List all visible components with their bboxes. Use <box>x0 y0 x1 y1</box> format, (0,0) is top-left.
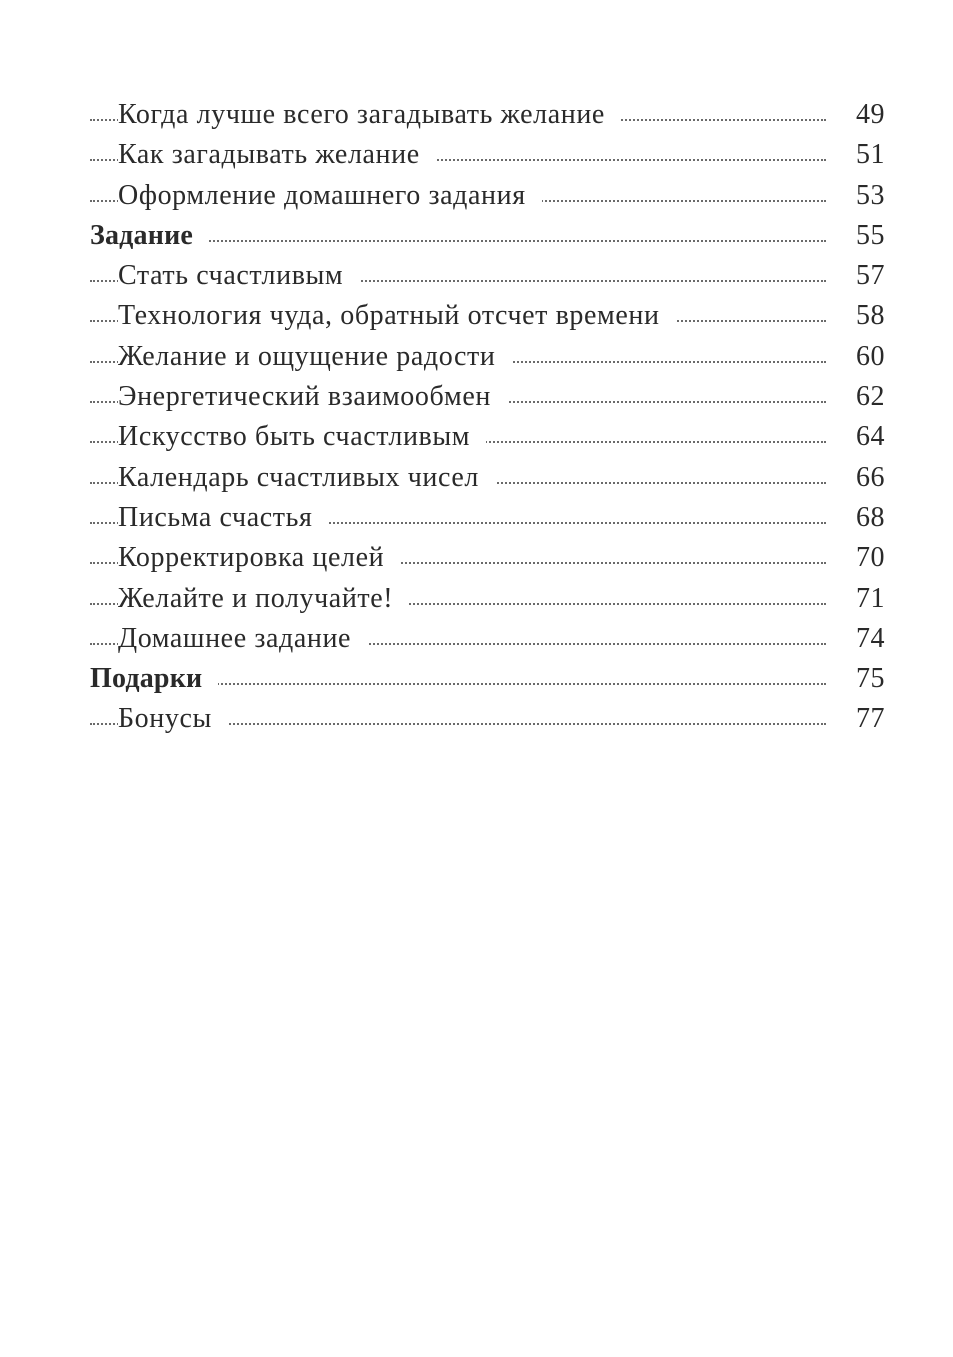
toc-entry <box>0 498 953 538</box>
toc-entry <box>0 337 953 377</box>
toc-entry <box>0 135 953 175</box>
toc-entry <box>0 619 953 659</box>
table-of-contents <box>0 95 953 740</box>
toc-entry-page: 68 <box>856 501 885 533</box>
toc-entry-title: Оформление домашнего задания <box>118 180 542 212</box>
toc-entry-page: 58 <box>856 300 885 332</box>
toc-entry-page: 57 <box>856 260 885 292</box>
toc-entry <box>0 176 953 216</box>
toc-entry-title: Желайте и получайте! <box>118 583 409 615</box>
toc-entry-page: 64 <box>856 421 885 453</box>
toc-entry-title: Домашнее задание <box>118 623 367 655</box>
toc-entry <box>0 458 953 498</box>
toc-entry-page: 75 <box>856 663 885 695</box>
toc-entry-page: 66 <box>856 461 885 493</box>
toc-entry-title: Энергетический взаимообмен <box>118 381 507 413</box>
toc-entry <box>0 417 953 457</box>
toc-entry-page: 70 <box>856 542 885 574</box>
toc-entry <box>0 296 953 336</box>
toc-entry-page: 55 <box>856 219 885 251</box>
toc-entry-title: Корректировка целей <box>118 542 400 574</box>
toc-entry-title: Подарки <box>90 663 218 695</box>
toc-entry-title: Календарь счастливых чисел <box>118 462 495 494</box>
toc-entry-title: Когда лучше всего загадывать желание <box>118 99 621 131</box>
toc-section-heading <box>0 216 953 256</box>
toc-entry-page: 49 <box>856 99 885 130</box>
toc-entry <box>0 699 953 739</box>
toc-entry-page: 60 <box>856 340 885 372</box>
toc-section-heading <box>0 659 953 699</box>
toc-entry-title: Как загадывать желание <box>118 139 436 171</box>
toc-entry <box>0 256 953 296</box>
toc-entry <box>0 95 953 135</box>
toc-entry-page: 62 <box>856 381 885 413</box>
toc-entry-title: Технология чуда, обратный отсчет времени <box>118 300 676 332</box>
toc-entry-page: 71 <box>856 582 885 614</box>
toc-entry-page: 74 <box>856 622 885 654</box>
toc-entry <box>0 377 953 417</box>
toc-entry-title: Письма счастья <box>118 502 328 534</box>
toc-entry-page: 77 <box>856 703 885 735</box>
toc-entry-page: 51 <box>856 139 885 171</box>
toc-entry-title: Задание <box>90 220 209 252</box>
toc-entry <box>0 538 953 578</box>
toc-entry-page: 53 <box>856 179 885 211</box>
toc-entry-title: Стать счастливым <box>118 260 359 292</box>
toc-entry-title: Искусство быть счастливым <box>118 421 486 453</box>
toc-entry-title: Бонусы <box>118 703 228 735</box>
toc-entry <box>0 579 953 619</box>
toc-entry-title: Желание и ощущение радости <box>118 341 511 373</box>
